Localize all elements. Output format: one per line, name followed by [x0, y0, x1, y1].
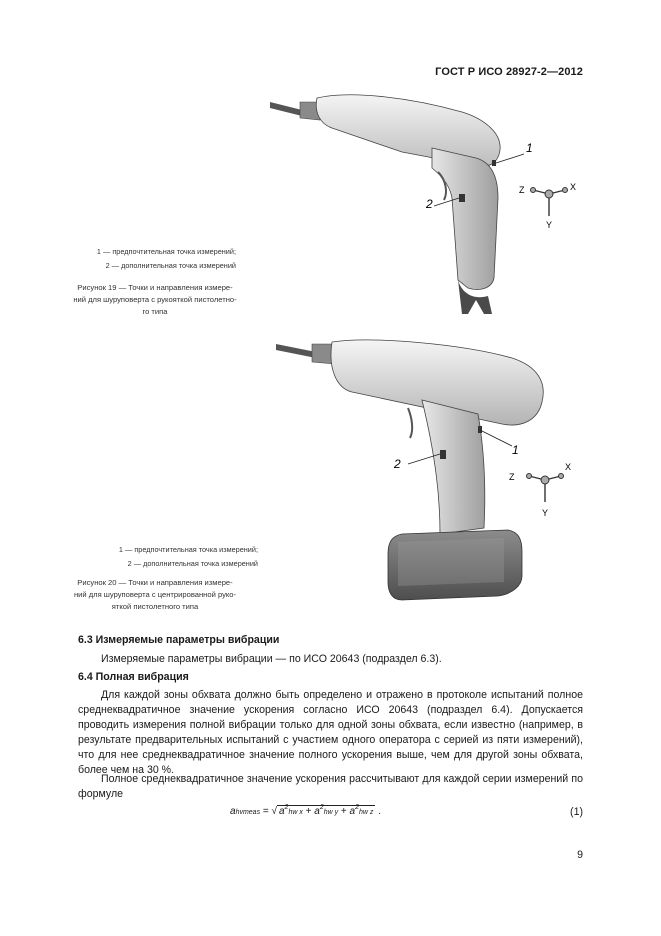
fig19-legend-item-2: 2 — дополнительная точка измерений: [105, 261, 236, 270]
fig19-legend-item-1: 1 — предпочтительная точка измерений;: [96, 247, 236, 256]
figure-20-drill-illustration: [272, 338, 592, 608]
figure-20-legend: [40, 543, 258, 571]
equation-number: (1): [570, 806, 583, 818]
section-6-4-title: 6.4 Полная вибрация: [78, 671, 189, 683]
figure-19-legend: [40, 245, 236, 273]
fig20-legend-item-1: 1 — предпочтительная точка измерений;: [118, 545, 258, 554]
fig19-axis-z: Z: [519, 185, 525, 195]
fig19-axis-y: Y: [546, 220, 553, 230]
figure-19-drill-illustration: [262, 88, 592, 318]
fig19-axis-triad: [519, 182, 576, 230]
fig19-callout-2: 2: [426, 197, 433, 211]
fig20-callout-1: 1: [512, 443, 519, 457]
section-6-3-text: Измеряемые параметры вибрации — по ИСО 20643 (подраздел 6.3).: [101, 653, 442, 665]
fig20-axis-y: Y: [542, 508, 549, 518]
figure-19-caption: Рисунок 19 — Точки и направления измере- ний для шуруповерта с рукояткой пистолетно- го типа: [73, 283, 237, 316]
fig20-axis-x: X: [565, 462, 572, 472]
section-6-3-title: 6.3 Измеряемые параметры вибрации: [78, 634, 280, 646]
formula-1: ahvmeas = √ $a^2hw$ $x + a^2hw$ $y + a^2hw$ z .: [230, 804, 381, 817]
fig20-axis-triad: [509, 462, 571, 518]
page-number: 9: [577, 849, 583, 861]
document-header: ГОСТ Р ИСО 28927-2—2012: [435, 66, 583, 78]
fig19-callout-1: 1: [526, 141, 533, 155]
formula-radicand: $a^2hw$ $x + a^2hw$ $y + a^2hw$ z: [278, 804, 374, 817]
fig19-axis-x: X: [570, 182, 577, 192]
figure-20-caption: Рисунок 20 — Точки и направления измере- ний для шуруповерта с центрированной руко- яткой пистолетного типа: [73, 578, 237, 611]
sqrt-symbol: √: [271, 806, 277, 817]
fig20-callout-2: 2: [394, 457, 401, 471]
section-6-4-paragraph-1: Для каждой зоны обхвата должно быть определено и отражено в протоколе испытаний полное среднеквадратичное значение ускорения согласно ИСО 20643 (подраздел 6.4). Допускается проводить измерения полной вибрации только для одной зоны обхвата, если известно (например, в результате предварительных испытаний с участием одного оператора с серией из пяти измерений), что для нее среднеквадратичное значение полного ускорения выше, чем для другой зоны обхвата, более чем на 30 %.: [78, 689, 583, 776]
fig20-legend-item-2: 2 — дополнительная точка измерений: [127, 559, 258, 568]
fig20-axis-z: Z: [509, 472, 515, 482]
section-6-4-paragraph-2: Полное среднеквадратичное значение ускорения рассчитывают для каждой серии измерений по формуле: [78, 773, 583, 800]
